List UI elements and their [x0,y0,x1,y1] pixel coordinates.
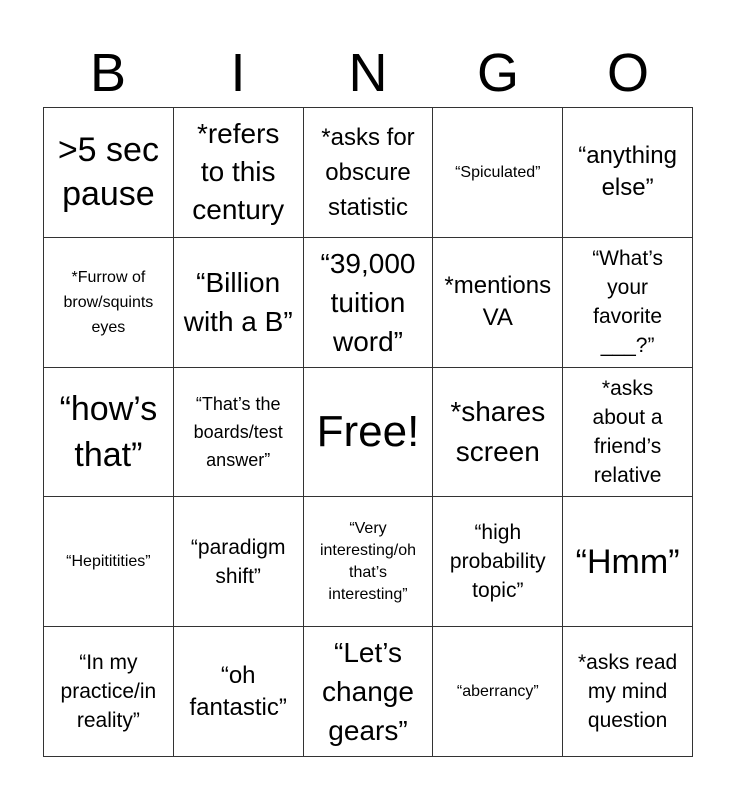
header-letter-o: O [606,43,649,103]
free-space-text: Free! [316,406,420,456]
header-letter-b: B [89,43,127,103]
bingo-cell[interactable] [433,627,563,757]
header-letter-g: G [476,43,519,103]
cell-text: “high probability topic” [449,521,546,603]
bingo-cell[interactable] [44,238,174,368]
bingo-cell[interactable] [174,627,304,757]
bingo-cell[interactable] [44,627,174,757]
cell-text: *refers to this century [192,118,285,226]
cell-text: “Hepititities” [66,553,151,571]
cell-text: “Hmm” [575,542,680,581]
bingo-cell[interactable] [563,497,693,627]
bingo-cell[interactable] [304,108,434,238]
bingo-cell[interactable] [44,368,174,498]
bingo-cell[interactable] [174,238,304,368]
cell-text: *shares screen [450,395,546,467]
bingo-grid [43,107,693,757]
cell-text: “Let’s change gears” [322,637,414,747]
bingo-cell[interactable] [44,497,174,627]
cell-text: *asks read my mind question [577,651,678,733]
cell-text: “What’s your favorite ___?” [592,247,663,358]
cell-text: >5 sec pause [57,131,159,214]
cell-text: “aberrancy” [456,683,539,701]
bingo-cell[interactable] [563,368,693,498]
cell-text: “39,000 tuition word” [320,247,416,357]
header-letter-n: N [348,43,388,103]
bingo-cell[interactable] [563,108,693,238]
cell-text: “Spiculated” [455,163,541,181]
bingo-cell[interactable] [174,497,304,627]
bingo-cell[interactable] [304,627,434,757]
cell-text: “how’s that” [59,389,158,474]
header-letter-i: I [230,43,246,103]
cell-text: *mentions VA [444,272,552,332]
bingo-cell[interactable] [433,238,563,368]
cell-text: “anything else” [578,142,677,202]
bingo-cell[interactable] [433,497,563,627]
bingo-cell[interactable] [563,627,693,757]
free-space[interactable] [304,368,434,498]
cell-text: *asks for obscure statistic [321,123,415,221]
bingo-cell[interactable] [304,238,434,368]
bingo-cell[interactable] [174,108,304,238]
cell-text: “In my practice/in reality” [60,651,157,733]
bingo-header [43,40,693,106]
cell-text: “Very interesting/oh that’s interesting” [319,519,417,603]
bingo-cell[interactable] [433,108,563,238]
bingo-cell[interactable] [304,497,434,627]
cell-text: *Furrow of brow/squints eyes [63,268,154,336]
cell-text: “Billion with a B” [183,267,293,338]
cell-text: *asks about a friend’s relative [592,376,663,487]
bingo-cell[interactable] [174,368,304,498]
cell-text: “paradigm shift” [190,535,286,588]
bingo-cell[interactable] [44,108,174,238]
bingo-cell[interactable] [433,368,563,498]
cell-text: “oh fantastic” [189,661,287,721]
bingo-cell[interactable] [563,238,693,368]
cell-text: “That’s the boards/test answer” [193,393,283,470]
